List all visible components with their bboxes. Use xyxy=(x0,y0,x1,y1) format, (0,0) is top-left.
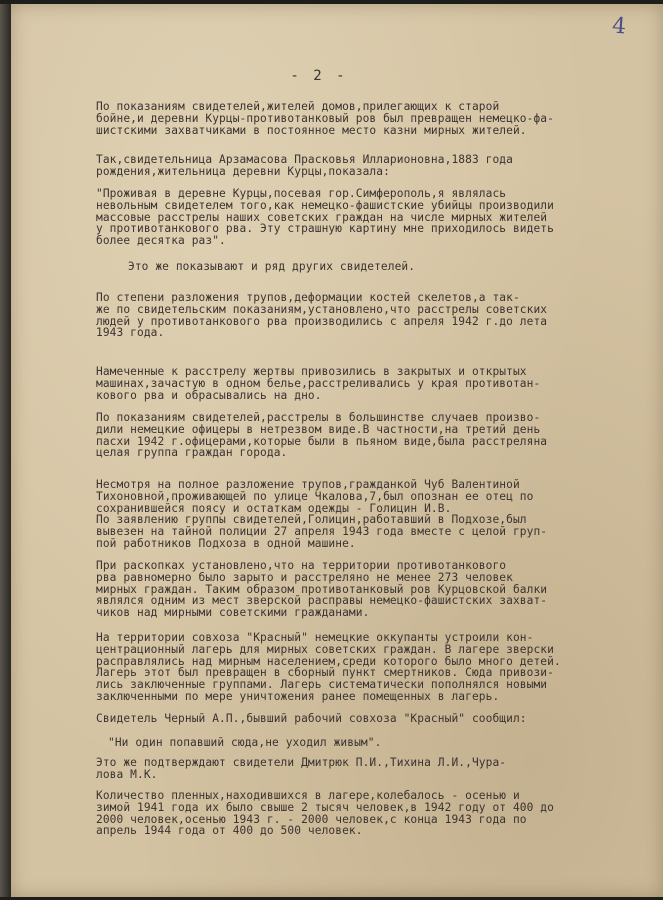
paragraph-5: По степени разложения трупов,деформации костей скелетов,а так- же по свидетельским показаниям,установлено,что расстрелы советских людей у противотанкового рва производились с апреля 1942 г.до лета 1943 года. xyxy=(96,291,548,340)
paragraph-2: Так,свидетельница Арзамасова Прасковья Илларионовна,1883 года рождения,жительница деревни Курцы,показала: xyxy=(96,153,513,178)
paragraph-4: Это же показывают и ряд других свидетелей. xyxy=(128,260,416,273)
paragraph-8: Несмотря на полное разложение трупов,гражданкой Чуб Валентиной Тихоновной,проживающей по улице Чкалова,7,был опознан ее отец по сохранившейся поясу и остаткам одежды - Голицин И.В. xyxy=(96,478,534,515)
paragraph-13-quote: "Ни один попавший сюда,не уходил живым". xyxy=(108,736,382,749)
paragraph-10: При раскопках установлено,что на территории противотанкового рва равномерно было зарыто и расстреляно не менее 273 человек мирных граждан. Таким образом противотанковый ров Курцовской балки являлся одним из мест зверской расправы немецко-фашистских захват- чиков над мирными советскими гражданами. xyxy=(96,559,548,620)
paragraph-1: По показаниям свидетелей,жителей домов,прилегающих к старой бойне,и деревни Курцы-противотанковый ров был превращен немецко-фа- шистскими захватчиками в постоянное место казни мирных жителей. xyxy=(96,100,554,137)
paragraph-9: По заявлению группы свидетелей,Голицин,работавший в Подхозе,был вывезен на тайной полиции 27 апреля 1943 года вместе с целой груп- пой работников Подхоза в одной машине. xyxy=(96,513,548,550)
archive-sheet-number: 4 xyxy=(611,13,627,40)
paragraph-3-quote: "Проживая в деревне Курцы,посевая гор.Симферополь,я являлась невольным свидетелем того,как немецко-фашистские убийцы производили массовые расстрелы наших советских граждан на числе мирных жителей у противотанкового рва. Эту страшную картину мне приходилось видеть более десятка раз". xyxy=(96,187,554,248)
binding-edge xyxy=(0,4,11,897)
paragraph-11: На территории совхоза "Красный" немецкие оккупанты устроили кон- центрационный лагерь для мирных советских граждан. В лагере зверски расправлялись над мирным населением,среди которого было много детей. Лагерь этот был превращен в сборный пункт смертников. Сюда привози- лись заключенные группами. Лагерь систематически пополнялся новыми заключенными по мере уничтожения ранее помещенных в лагерь. xyxy=(96,631,561,703)
paragraph-14: Это же подтверждают свидетели Дмитрюк П.И.,Тихина Л.И.,Чура- лова М.К. xyxy=(96,756,507,781)
paragraph-15: Количество пленных,находившихся в лагере,колебалось - осенью и зимой 1941 года их было свыше 2 тысяч человек,в 1942 году от 400 до 2000 человек,осенью 1943 г. - 2000 человек,с конца 1943 года по апрель 1944 года от 400 до 500 человек. xyxy=(96,789,554,838)
paragraph-12: Свидетель Черный А.П.,бывший рабочий совхоза "Красный" сообщил: xyxy=(96,712,527,725)
page-number: - 2 - xyxy=(290,68,348,84)
paragraph-6: Намеченные к расстрелу жертвы привозились в закрытых и открытых машинах,зачастую в одном белье,расстреливались у края противотан- кового рва и обрасывались на дно. xyxy=(96,365,541,402)
paragraph-7: По показаниям свидетелей,расстрелы в большинстве случаев произво- дили немецкие офицеры в нетрезвом виде.В частности,на третий день пасхи 1942 г.офицерами,которые были в пьяном виде,была расстреляна целая группа граждан города. xyxy=(96,411,548,460)
